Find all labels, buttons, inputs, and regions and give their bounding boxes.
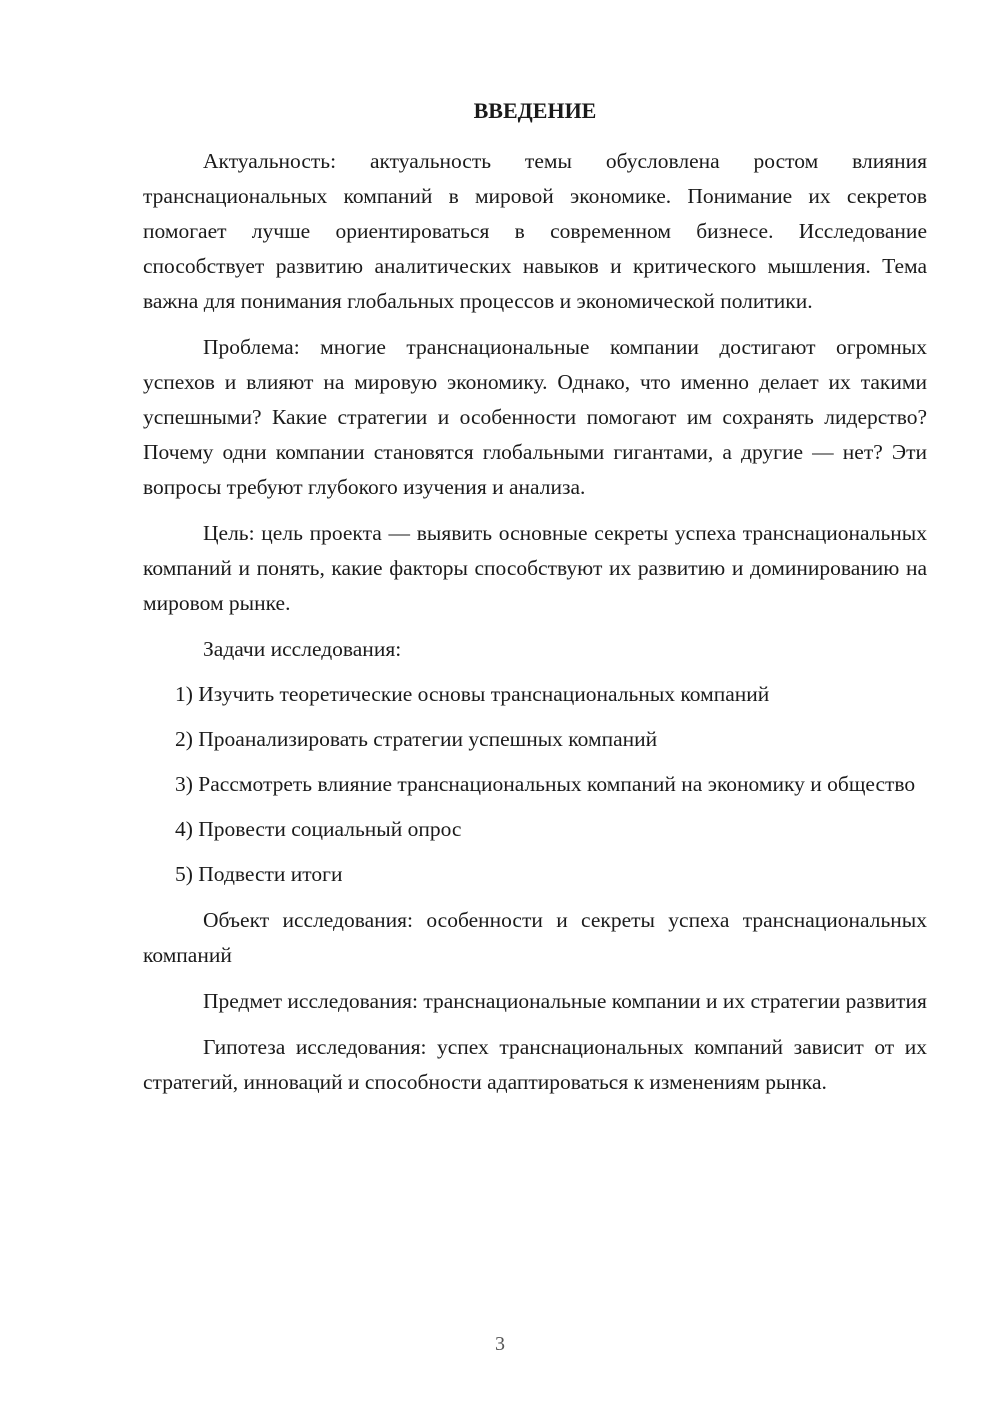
paragraph-goal: Цель: цель проекта — выявить основные секреты успеха транснациональных компаний и понять, какие факторы способствуют их развитию и доминированию на мировом рынке. <box>143 521 927 615</box>
page-number: 3 <box>495 1333 505 1355</box>
section-title: ВВЕДЕНИЕ <box>473 98 597 123</box>
paragraph-object: Объект исследования: особенности и секреты успеха транснациональных компаний <box>143 908 927 967</box>
list-item: 5) Подвести итоги <box>175 862 343 886</box>
paragraph-subject: Предмет исследования: транснациональные компании и их стратегии развития <box>203 989 927 1013</box>
list-item: 1) Изучить теоретические основы транснациональных компаний <box>175 682 770 706</box>
body-text <box>143 144 927 1100</box>
paragraph-problem: Проблема: многие транснациональные компании достигают огромных успехов и влияют на мировую экономику. Однако, что именно делает их такими успешными? Какие стратегии и особенности помогают им сохранять лидерство? Почему одни компании становятся глобальными гигантами, а другие — нет? Эти вопросы требуют глубокого изучения и анализа. <box>143 335 927 499</box>
list-item: 3) Рассмотреть влияние транснациональных компаний на экономику и общество <box>175 772 916 796</box>
list-item: 4) Провести социальный опрос <box>175 817 462 841</box>
list-item: 2) Проанализировать стратегии успешных компаний <box>175 727 658 751</box>
tasks-heading: Задачи исследования: <box>203 637 402 661</box>
paragraph-hypothesis: Гипотеза исследования: успех транснациональных компаний зависит от их стратегий, инноваций и способности адаптироваться к изменениям рынка. <box>143 1035 927 1094</box>
paragraph-relevance: Актуальность: актуальность темы обусловлена ростом влияния транснациональных компаний в мировой экономике. Понимание их секретов помогает лучше ориентироваться в современном бизнесе. Исследование способствует развитию аналитических навыков и критического мышления. Тема важна для понимания глобальных процессов и экономической политики. <box>143 149 927 313</box>
